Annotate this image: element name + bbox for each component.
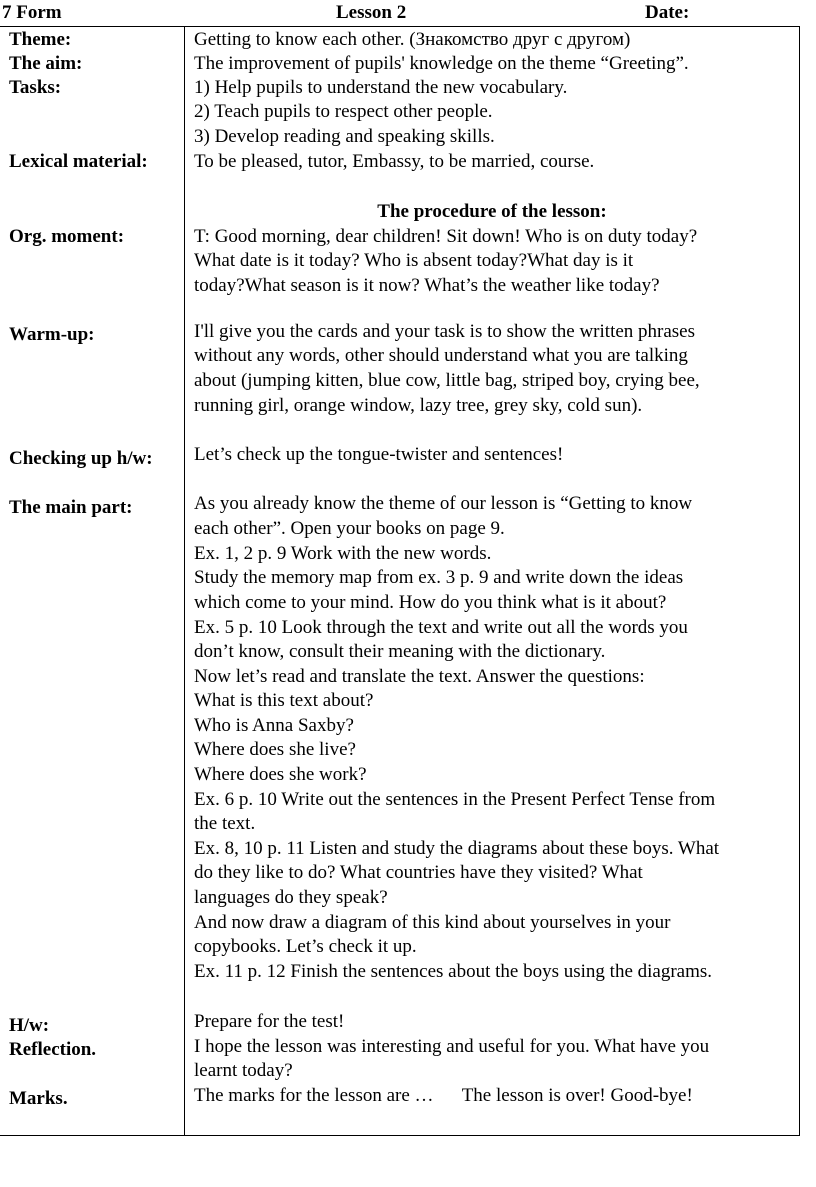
aim-text: The improvement of pupils' knowledge on the theme “Greeting”.: [194, 53, 689, 74]
theme-text: Getting to know each other. (Знакомство друг с другом): [194, 29, 631, 50]
column-divider: [184, 26, 185, 1136]
reflection-line: learnt today?: [194, 1060, 293, 1081]
main-line: And now draw a diagram of this kind about yourselves in your: [194, 912, 671, 933]
label-reflection: Reflection.: [9, 1039, 97, 1060]
header-row: [0, 0, 816, 26]
org-line: T: Good morning, dear children! Sit down! Who is on duty today?: [194, 226, 698, 247]
warm-up-line: I'll give you the cards and your task is to show the written phrases: [194, 321, 696, 342]
lexical-text: To be pleased, tutor, Embassy, to be married, course.: [194, 151, 595, 172]
label-org-moment: Org. moment:: [9, 226, 125, 247]
org-line: today?What season is it now? What’s the weather like today?: [194, 275, 660, 296]
task-1: 1) Help pupils to understand the new vocabulary.: [194, 77, 568, 98]
label-marks: Marks.: [9, 1088, 68, 1109]
form-label: 7 Form: [2, 2, 62, 23]
main-line: Ex. 11 p. 12 Finish the sentences about the boys using the diagrams.: [194, 961, 713, 982]
main-line: which come to your mind. How do you think what is it about?: [194, 592, 667, 613]
warm-up-line: running girl, orange window, lazy tree, grey sky, cold sun).: [194, 395, 643, 416]
main-line: Where does she work?: [194, 764, 367, 785]
procedure-title: The procedure of the lesson:: [377, 201, 607, 222]
main-line: Where does she live?: [194, 739, 356, 760]
org-line: What date is it today? Who is absent today?What day is it: [194, 250, 634, 271]
main-line: Ex. 1, 2 p. 9 Work with the new words.: [194, 543, 492, 564]
label-theme: Theme:: [9, 29, 72, 50]
homework-text: Prepare for the test!: [194, 1011, 345, 1032]
label-tasks: Tasks:: [9, 77, 62, 98]
date-label: Date:: [645, 2, 690, 23]
main-line: Who is Anna Saxby?: [194, 715, 354, 736]
marks-text: The marks for the lesson are … The lesson is over! Good-bye!: [194, 1085, 693, 1106]
main-line: the text.: [194, 813, 256, 834]
lesson-title: Lesson 2: [336, 2, 407, 23]
label-lexical: Lexical material:: [9, 151, 148, 172]
warm-up-line: without any words, other should understand what you are talking: [194, 345, 688, 366]
main-line: each other”. Open your books on page 9.: [194, 518, 505, 539]
main-line: languages do they speak?: [194, 887, 388, 908]
main-line: copybooks. Let’s check it up.: [194, 936, 417, 957]
warm-up-line: about (jumping kitten, blue cow, little bag, striped boy, crying bee,: [194, 370, 700, 391]
reflection-line: I hope the lesson was interesting and useful for you. What have you: [194, 1036, 710, 1057]
task-3: 3) Develop reading and speaking skills.: [194, 126, 495, 147]
main-line: Ex. 8, 10 p. 11 Listen and study the diagrams about these boys. What: [194, 838, 720, 859]
main-line: Now let’s read and translate the text. Answer the questions:: [194, 666, 645, 687]
main-line: Ex. 5 p. 10 Look through the text and write out all the words you: [194, 617, 688, 638]
task-2: 2) Teach pupils to respect other people.: [194, 101, 493, 122]
main-line: As you already know the theme of our lesson is “Getting to know: [194, 493, 693, 514]
main-line: don’t know, consult their meaning with the dictionary.: [194, 641, 606, 662]
label-checking-hw: Checking up h/w:: [9, 448, 153, 469]
checking-text: Let’s check up the tongue-twister and sentences!: [194, 444, 564, 465]
label-homework: H/w:: [9, 1015, 50, 1036]
main-line: Ex. 6 p. 10 Write out the sentences in the Present Perfect Tense from: [194, 789, 716, 810]
main-line: do they like to do? What countries have they visited? What: [194, 862, 643, 883]
label-main-part: The main part:: [9, 497, 133, 518]
main-line: What is this text about?: [194, 690, 374, 711]
label-warm-up: Warm-up:: [9, 324, 95, 345]
main-line: Study the memory map from ex. 3 p. 9 and write down the ideas: [194, 567, 684, 588]
label-aim: The aim:: [9, 53, 83, 74]
